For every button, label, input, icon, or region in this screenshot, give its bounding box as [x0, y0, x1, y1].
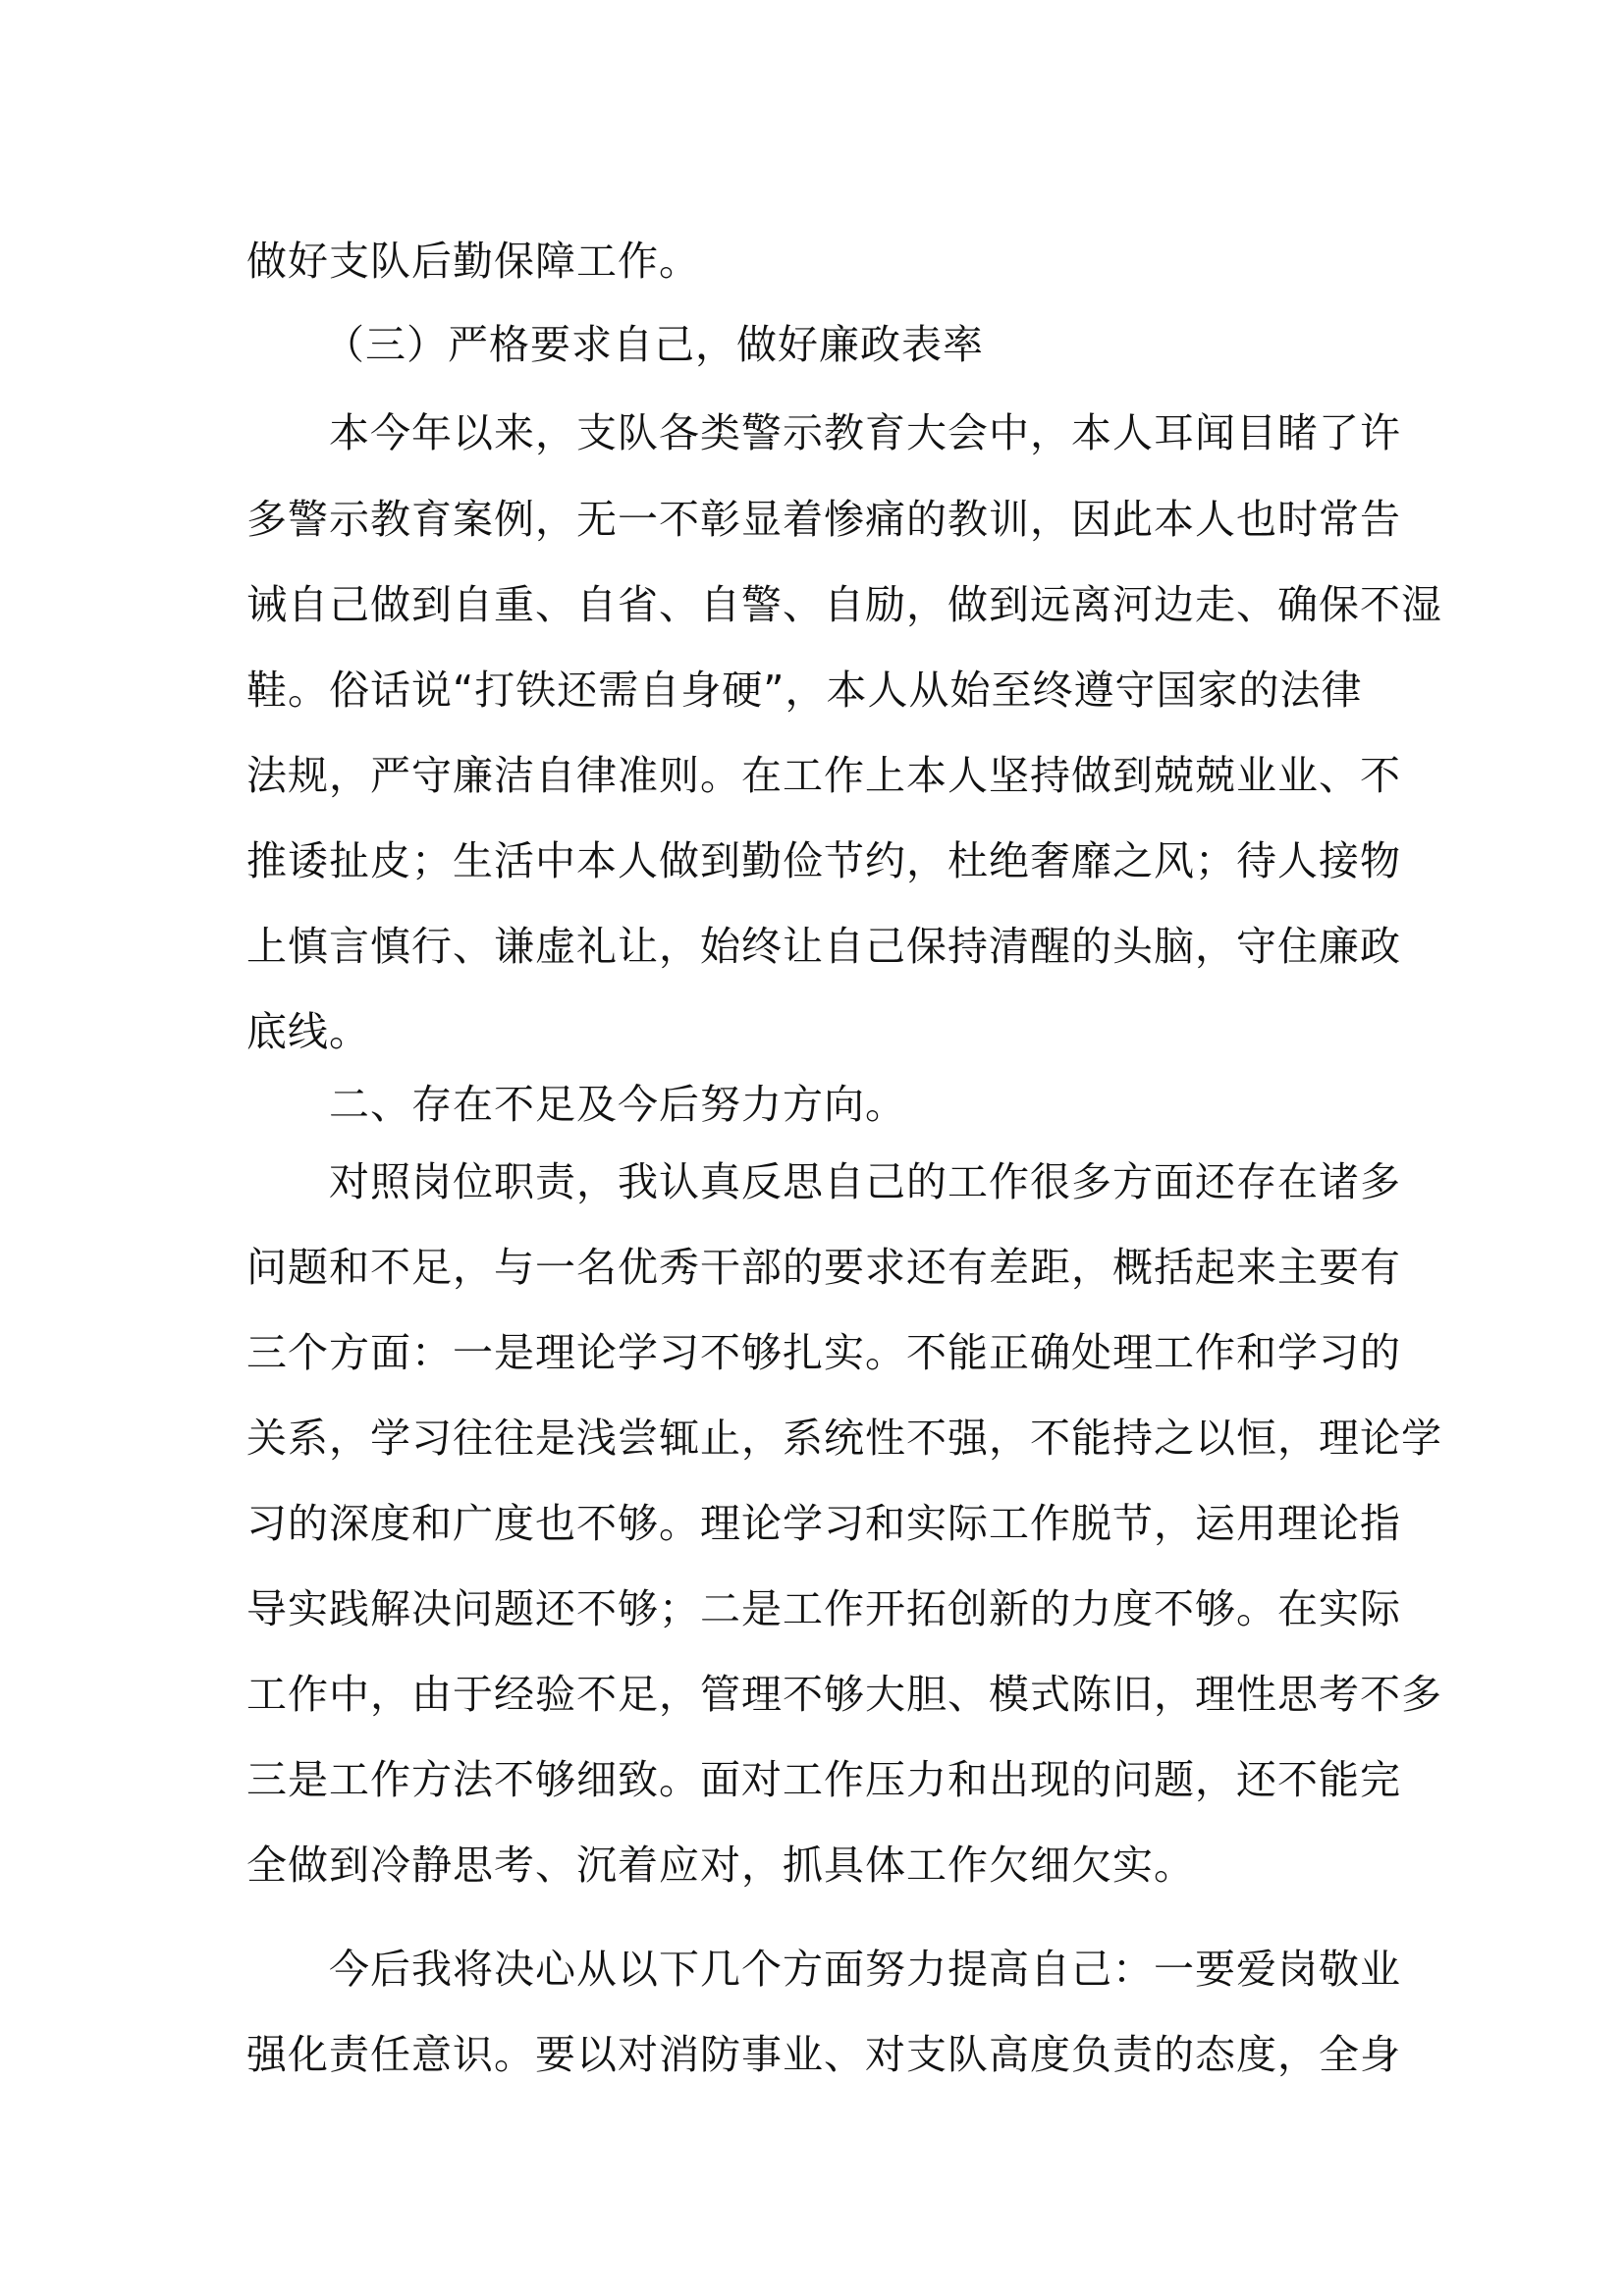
text-line: 对照岗位职责，我认真反思自己的工作很多方面还存在诸多 — [329, 1158, 1401, 1205]
text-line: 上慎言慎行、谦虚礼让，始终让自己保持清醒的头脑，守住廉政 — [246, 923, 1401, 970]
text-line: 做好支队后勤保障工作。 — [246, 238, 700, 285]
text-line: 三是工作方法不够细致。面对工作压力和出现的问题，还不能完 — [246, 1756, 1401, 1803]
text-line: 工作中，由于经验不足，管理不够大胆、模式陈旧，理性思考不多 — [246, 1671, 1442, 1718]
text-line: 全做到冷静思考、沉着应对，抓具体工作欠细欠实。 — [246, 1842, 1195, 1889]
text-line: 多警示教育案例，无一不彰显着惨痛的教训，因此本人也时常告 — [246, 496, 1401, 543]
text-line: 强化责任意识。要以对消防事业、对支队高度负责的态度，全身 — [246, 2031, 1401, 2078]
text-line: 法规，严守廉洁自律准则。在工作上本人坚持做到兢兢业业、不 — [246, 752, 1401, 799]
section-heading: （三）严格要求自己，做好廉政表率 — [324, 321, 984, 368]
text-line: 三个方面：一是理论学习不够扎实。不能正确处理工作和学习的 — [246, 1329, 1401, 1376]
text-line: 习的深度和广度也不够。理论学习和实际工作脱节，运用理论指 — [246, 1500, 1401, 1547]
text-line: 底线。 — [246, 1008, 370, 1055]
text-line: 关系，学习往往是浅尝辄止，系统性不强，不能持之以恒，理论学 — [246, 1415, 1442, 1462]
text-line: 推诿扯皮；生活中本人做到勤俭节约，杜绝奢靡之风；待人接物 — [246, 837, 1401, 884]
text-line: 本今年以来，支队各类警示教育大会中，本人耳闻目睹了许 — [329, 409, 1401, 456]
text-line: 今后我将决心从以下几个方面努力提高自己：一要爱岗敬业 — [329, 1946, 1401, 1993]
section-heading: 二、存在不足及今后努力方向。 — [329, 1081, 906, 1128]
text-line: 鞋。俗话说“打铁还需自身硬”，本人从始至终遵守国家的法律 — [246, 667, 1363, 714]
text-line: 导实践解决问题还不够；二是工作开拓创新的力度不够。在实际 — [246, 1585, 1401, 1632]
text-line: 诫自己做到自重、自省、自警、自励，做到远离河边走、确保不湿 — [246, 581, 1442, 628]
text-line: 问题和不足，与一名优秀干部的要求还有差距，概括起来主要有 — [246, 1244, 1401, 1291]
